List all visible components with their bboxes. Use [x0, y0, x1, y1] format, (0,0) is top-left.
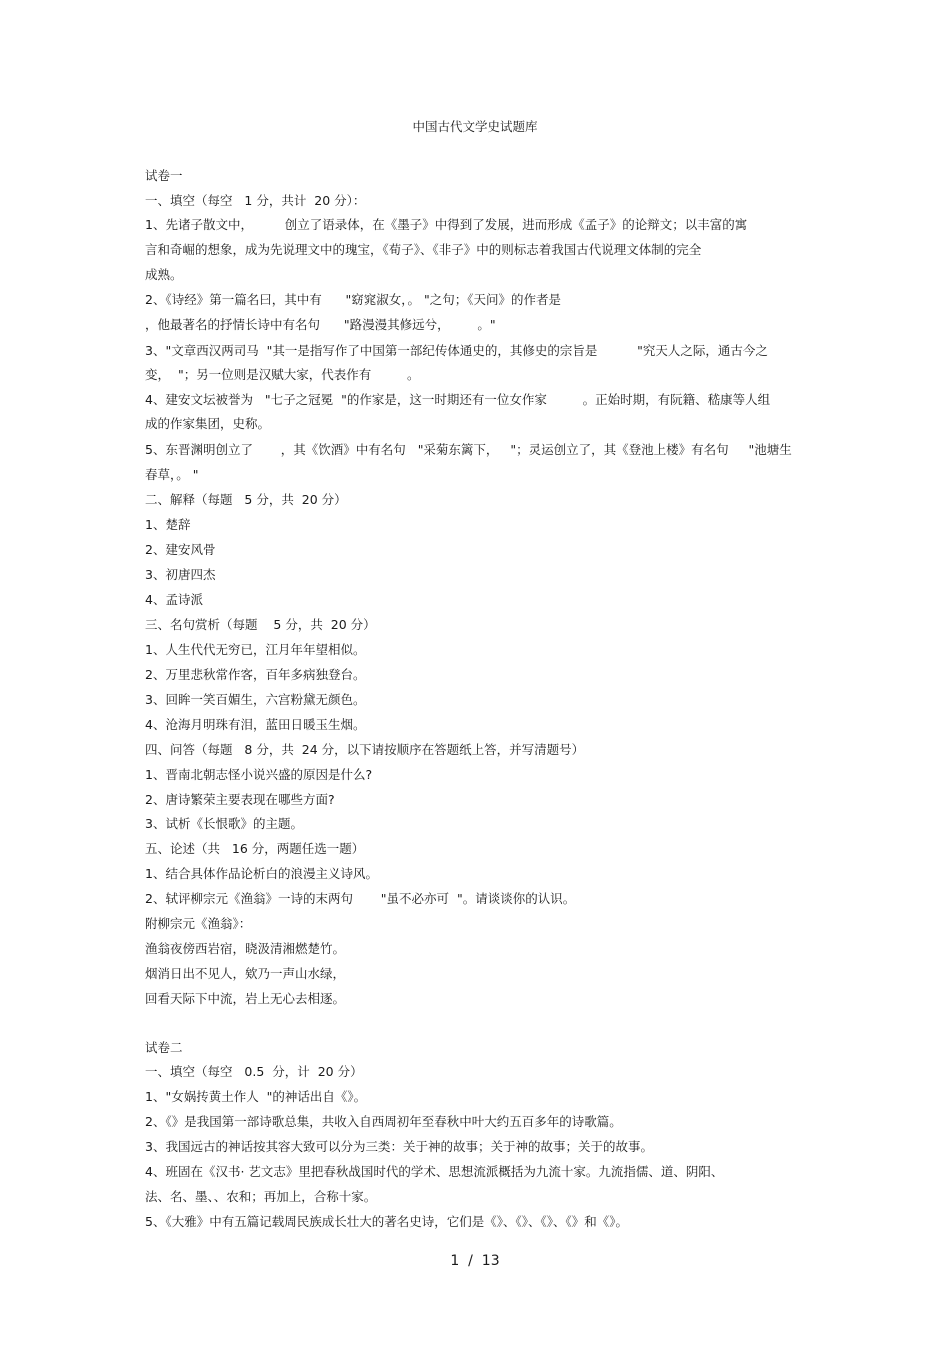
text-line: 言和奇崛的想象，成为先说理文中的瑰宝，《荀子》、《非子》中的则标志着我国古代说理文体制的完全	[145, 242, 702, 257]
text-line: 1、人生代代无穷已，江月年年望相似。	[145, 642, 366, 657]
text-line: 2、建安风骨	[145, 542, 216, 557]
text-line: 5、《大雅》中有五篇记载周民族成长壮大的著名史诗，它们是《》、《》、《》、《》和《》。	[145, 1214, 628, 1229]
text-line: 成的作家集团，史称。	[145, 416, 271, 431]
text-line: 3、"文章西汉两司马 "其一是指写作了中国第一部纪传体通史的，其修史的宗旨是 "究天人之际，通古今之	[145, 343, 768, 358]
page-number: 1 / 13	[450, 1253, 500, 1269]
text-line: 法、名、墨、、农和；再加上，合称十家。	[145, 1189, 377, 1204]
part-heading: 三、名句赏析（每题 5 分，共 20 分）	[145, 617, 376, 632]
text-line: 1、"女娲抟黄土作人 "的神话出自《》。	[145, 1089, 367, 1104]
poem-line: 渔翁夜傍西岩宿，晓汲清湘燃楚竹。	[145, 941, 346, 956]
poem-line: 回看天际下中流，岩上无心去相逐。	[145, 991, 346, 1006]
text-line: 3、初唐四杰	[145, 567, 216, 582]
text-line: 2、《》是我国第一部诗歌总集，共收入自西周初年至春秋中叶大约五百多年的诗歌篇。	[145, 1114, 622, 1129]
text-line: 4、班固在《汉书· 艺文志》里把春秋战国时代的学术、思想流派概括为九流十家。九流指儒、道、阴阳、	[145, 1164, 724, 1179]
part-heading: 四、问答（每题 8 分，共 24 分，以下请按顺序在答题纸上答，并写清题号）	[145, 742, 585, 757]
text-line: 4、孟诗派	[145, 592, 203, 607]
text-line: 2、万里悲秋常作客，百年多病独登台。	[145, 667, 366, 682]
text-line: 2、轼评柳宗元《渔翁》一诗的末两句 "虽不必亦可 "。请谈谈你的认识。	[145, 891, 576, 906]
part-heading: 一、填空（每空 0.5 分，计 20 分）	[145, 1064, 363, 1079]
text-line: 4、沧海月明珠有泪，蓝田日暖玉生烟。	[145, 717, 366, 732]
part-heading: 五、论述（共 16 分，两题任选一题）	[145, 841, 365, 856]
text-line: 成熟。	[145, 267, 183, 282]
document-title: 中国古代文学史试题库	[412, 119, 538, 134]
section-heading-paper-2: 试卷二	[145, 1040, 183, 1055]
section-heading-paper-1: 试卷一	[145, 168, 183, 183]
text-line: 2、唐诗繁荣主要表现在哪些方面?	[145, 792, 335, 807]
text-line: 2、《诗经》第一篇名曰，其中有 "窈窕淑女，。 "之句；《天问》的作者是	[145, 292, 562, 307]
part-heading: 一、填空（每空 1 分，共计 20 分）：	[145, 193, 366, 208]
text-line: 3、试析《长恨歌》的主题。	[145, 816, 303, 831]
part-heading: 二、解释（每题 5 分，共 20 分）	[145, 492, 347, 507]
text-line: 1、先诸子散文中， 创立了语录体，在《墨子》中得到了发展，进而形成《孟子》的论辩文；以丰富的寓	[145, 217, 748, 232]
text-line: ，他最著名的抒情长诗中有名句 "路漫漫其修远兮， 。"	[145, 317, 496, 332]
text-line: 3、回眸一笑百媚生，六宫粉黛无颜色。	[145, 692, 366, 707]
text-line: 变， "；另一位则是汉赋大家，代表作有 。	[145, 367, 420, 382]
text-line: 附柳宗元《渔翁》：	[145, 916, 252, 931]
text-line: 1、楚辞	[145, 517, 191, 532]
text-line: 1、结合具体作品论析白的浪漫主义诗风。	[145, 866, 378, 881]
text-line: 3、我国远古的神话按其容大致可以分为三类：关于神的故事；关于神的故事；关于的故事。	[145, 1139, 653, 1154]
text-line: 4、建安文坛被誉为 "七子之冠冕 "的作家是，这一时期还有一位女作家 。正始时期，有阮籍、嵇康等人组	[145, 392, 771, 407]
poem-line: 烟消日出不见人，欸乃一声山水绿，	[145, 966, 346, 981]
text-line: 春草，。 "	[145, 467, 199, 482]
text-line: 5、东晋渊明创立了 ，其《饮酒》中有名句 "采菊东篱下， "；灵运创立了，其《登池上楼》有名句 "池塘生	[145, 442, 792, 457]
text-line: 1、晋南北朝志怪小说兴盛的原因是什么?	[145, 767, 373, 782]
